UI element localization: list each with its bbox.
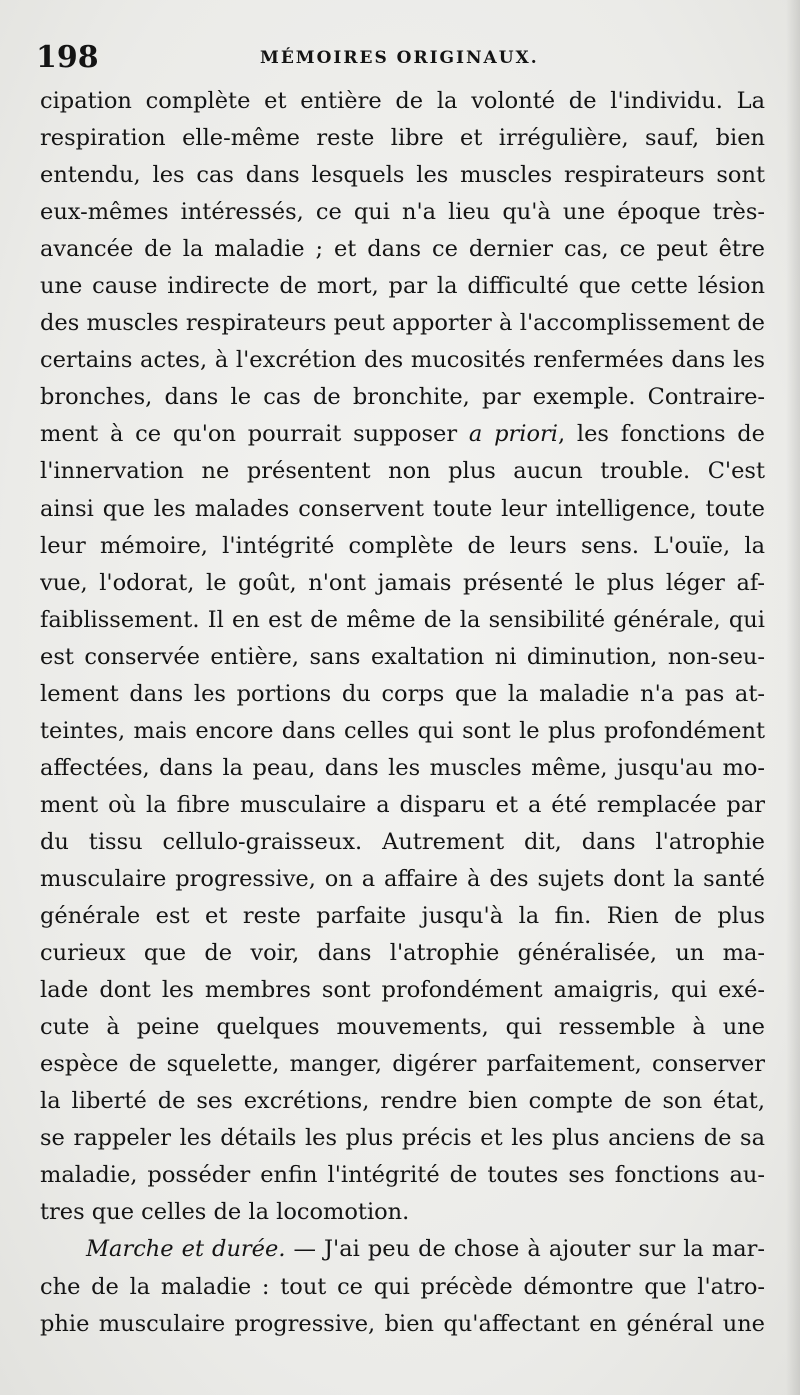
page-number: 198	[36, 40, 99, 75]
page-edge-shadow	[786, 0, 800, 1395]
running-head: MÉMOIRES ORIGINAUX.	[260, 48, 539, 68]
text-line: la liberté de ses excrétions, rendre bien compte de son état,	[40, 1088, 765, 1115]
text-line: l'innervation ne présentent non plus aucun trouble. C'est	[40, 458, 765, 485]
paragraph-symptoms	[40, 83, 765, 1231]
text-line: du tissu cellulo-graisseux. Autrement dit, dans l'atrophie	[40, 828, 765, 855]
text-line: lement dans les portions du corps que la maladie n'a pas at-	[40, 680, 765, 707]
text-line: eux-mêmes intéressés, ce qui n'a lieu qu'à une époque très-	[40, 199, 765, 226]
text-line: entendu, les cas dans lesquels les muscles respirateurs sont	[40, 162, 765, 189]
text-line: bronches, dans le cas de bronchite, par exemple. Contraire-	[40, 384, 765, 411]
text-line: curieux que de voir, dans l'atrophie généralisée, un ma-	[40, 940, 765, 967]
text-line: ainsi que les malades conservent toute leur intelligence, toute	[40, 495, 765, 522]
section-heading: Marche et durée.	[86, 1236, 286, 1263]
text-line: faiblissement. Il en est de même de la sensibilité générale, qui	[40, 606, 765, 633]
text-line: che de la maladie : tout ce qui précède démontre que l'atro-	[40, 1273, 765, 1300]
text-line: une cause indirecte de mort, par la difficulté que cette lésion	[40, 273, 765, 300]
text-line: tres que celles de la locomotion.	[40, 1199, 410, 1226]
italic-phrase: a priori	[468, 421, 558, 448]
text-line: affectées, dans la peau, dans les muscles même, jusqu'au mo-	[40, 754, 765, 781]
page-header	[36, 40, 766, 80]
text-line: est conservée entière, sans exaltation ni diminution, non-seu-	[40, 643, 765, 670]
text-line: se rappeler les détails les plus précis et les plus anciens de sa	[40, 1125, 765, 1152]
section-first-line	[40, 1231, 765, 1268]
text-line: lade dont les membres sont profondément amaigris, qui exé-	[40, 977, 765, 1004]
body-text	[40, 83, 765, 1343]
text-line: musculaire progressive, on a affaire à des sujets dont la santé	[40, 865, 765, 892]
paragraph-progression	[40, 1269, 765, 1343]
text-line: cute à peine quelques mouvements, qui ressemble à une	[40, 1014, 765, 1041]
text-line: générale est et reste parfaite jusqu'à la fin. Rien de plus	[40, 903, 765, 930]
text-line: leur mémoire, l'intégrité complète de leurs sens. L'ouïe, la	[40, 532, 765, 559]
text-line: certains actes, à l'excrétion des mucosités renfermées dans les	[40, 347, 765, 374]
text-line: teintes, mais encore dans celles qui sont le plus profondément	[40, 717, 765, 744]
section-first-line-text: — J'ai peu de chose à ajouter sur la mar-	[285, 1236, 765, 1263]
text-line: ment à ce qu'on pourrait supposer a priori, les fonctions de	[40, 421, 765, 448]
text-line: cipation complète et entière de la volonté de l'individu. La	[40, 88, 765, 114]
text-line: ment où la fibre musculaire a disparu et a été remplacée par	[40, 791, 765, 818]
text-line: avancée de la maladie ; et dans ce dernier cas, ce peut être	[40, 236, 765, 263]
text-line: respiration elle-même reste libre et irrégulière, sauf, bien	[40, 125, 765, 152]
text-line: maladie, posséder enfin l'intégrité de toutes ses fonctions au-	[40, 1162, 765, 1189]
text-line: des muscles respirateurs peut apporter à l'accomplissement de	[40, 310, 765, 337]
text-line: vue, l'odorat, le goût, n'ont jamais présenté le plus léger af-	[40, 569, 765, 596]
text-line: espèce de squelette, manger, digérer parfaitement, conserver	[40, 1051, 765, 1078]
text-line: phie musculaire progressive, bien qu'affectant en général une	[40, 1310, 765, 1337]
